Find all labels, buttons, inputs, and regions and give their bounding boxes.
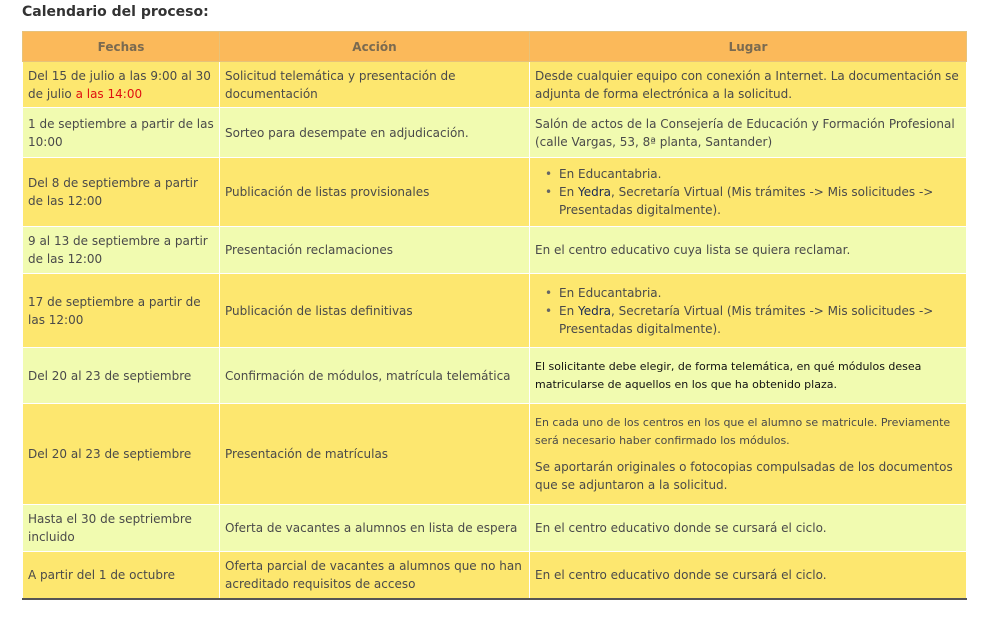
cell-accion: Sorteo para desempate en adjudicación. <box>220 108 530 158</box>
calendar-table <box>22 31 967 600</box>
table-row <box>23 108 967 158</box>
cell-fecha <box>23 62 220 108</box>
cell-accion: Confirmación de módulos, matrícula telemática <box>220 348 530 404</box>
cell-lugar <box>530 404 967 505</box>
table-row <box>23 62 967 108</box>
lugar-paragraph: Se aportarán originales o fotocopias compulsadas de los documentos que se adjuntaron a la solicitud. <box>535 460 953 492</box>
cell-accion: Oferta parcial de vacantes a alumnos que no han acreditado requisitos de acceso <box>220 552 530 599</box>
list-item-suffix: , Secretaría Virtual (Mis trámites -> Mis solicitudes -> Presentadas digitalmente). <box>559 303 934 336</box>
cell-accion: Presentación de matrículas <box>220 404 530 505</box>
list-item <box>559 302 961 338</box>
cell-lugar <box>530 158 967 227</box>
cell-lugar: En el centro educativo donde se cursará el ciclo. <box>530 552 967 599</box>
header-lugar: Lugar <box>530 32 967 62</box>
lugar-list <box>535 165 961 219</box>
table-row <box>23 348 967 404</box>
fecha-text: Del 15 de julio a las 9:00 al 30 de julio <box>28 68 211 101</box>
cell-fecha: Del 8 de septiembre a partir de las 12:00 <box>23 158 220 227</box>
table-header-row <box>23 32 967 62</box>
cell-fecha: 17 de septiembre a partir de las 12:00 <box>23 274 220 348</box>
header-accion: Acción <box>220 32 530 62</box>
lugar-paragraph: En cada uno de los centros en los que el alumno se matricule. Previamente será necesario haber confirmado los módulos. <box>535 416 951 447</box>
table-row <box>23 404 967 505</box>
yedra-link[interactable]: Yedra <box>578 185 612 199</box>
cell-fecha: Del 20 al 23 de septiembre <box>23 404 220 505</box>
cell-fecha: A partir del 1 de octubre <box>23 552 220 599</box>
header-fechas: Fechas <box>23 32 220 62</box>
cell-lugar <box>530 274 967 348</box>
cell-accion: Publicación de listas provisionales <box>220 158 530 227</box>
cell-lugar: En el centro educativo donde se cursará el ciclo. <box>530 505 967 552</box>
cell-accion: Oferta de vacantes a alumnos en lista de espera <box>220 505 530 552</box>
cell-lugar: El solicitante debe elegir, de forma telemática, en qué módulos desea matricularse de aquellos en los que ha obtenido plaza. <box>530 348 967 404</box>
cell-fecha: 9 al 13 de septiembre a partir de las 12:00 <box>23 227 220 274</box>
list-item <box>559 183 961 219</box>
table-row <box>23 552 967 599</box>
cell-fecha: Hasta el 30 de septriembre incluido <box>23 505 220 552</box>
page-title: Calendario del proceso: <box>22 4 209 20</box>
cell-accion: Solicitud telemática y presentación de documentación <box>220 62 530 108</box>
cell-accion: Publicación de listas definitivas <box>220 274 530 348</box>
lugar-list <box>535 284 961 338</box>
cell-lugar: Salón de actos de la Consejería de Educación y Formación Profesional (calle Vargas, 53, 8ª planta, Santander) <box>530 108 967 158</box>
list-item-prefix: En <box>559 185 579 199</box>
list-item: • En Educantabria. <box>559 284 961 302</box>
list-item: • En Educantabria. <box>559 165 961 183</box>
cell-lugar: En el centro educativo cuya lista se quiera reclamar. <box>530 227 967 274</box>
cell-fecha: 1 de septiembre a partir de las 10:00 <box>23 108 220 158</box>
cell-lugar: Desde cualquier equipo con conexión a Internet. La documentación se adjunta de forma electrónica a la solicitud. <box>530 62 967 108</box>
list-item-suffix: , Secretaría Virtual (Mis trámites -> Mis solicitudes -> Presentadas digitalmente). <box>559 185 934 217</box>
list-item-prefix: En <box>559 303 579 318</box>
table-row <box>23 158 967 227</box>
table-row <box>23 505 967 552</box>
table-row <box>23 274 967 348</box>
cell-accion: Presentación reclamaciones <box>220 227 530 274</box>
yedra-link[interactable]: Yedra <box>578 303 612 318</box>
cell-fecha: Del 20 al 23 de septiembre <box>23 348 220 404</box>
fecha-highlight: a las 14:00 <box>75 86 143 101</box>
table-row <box>23 227 967 274</box>
